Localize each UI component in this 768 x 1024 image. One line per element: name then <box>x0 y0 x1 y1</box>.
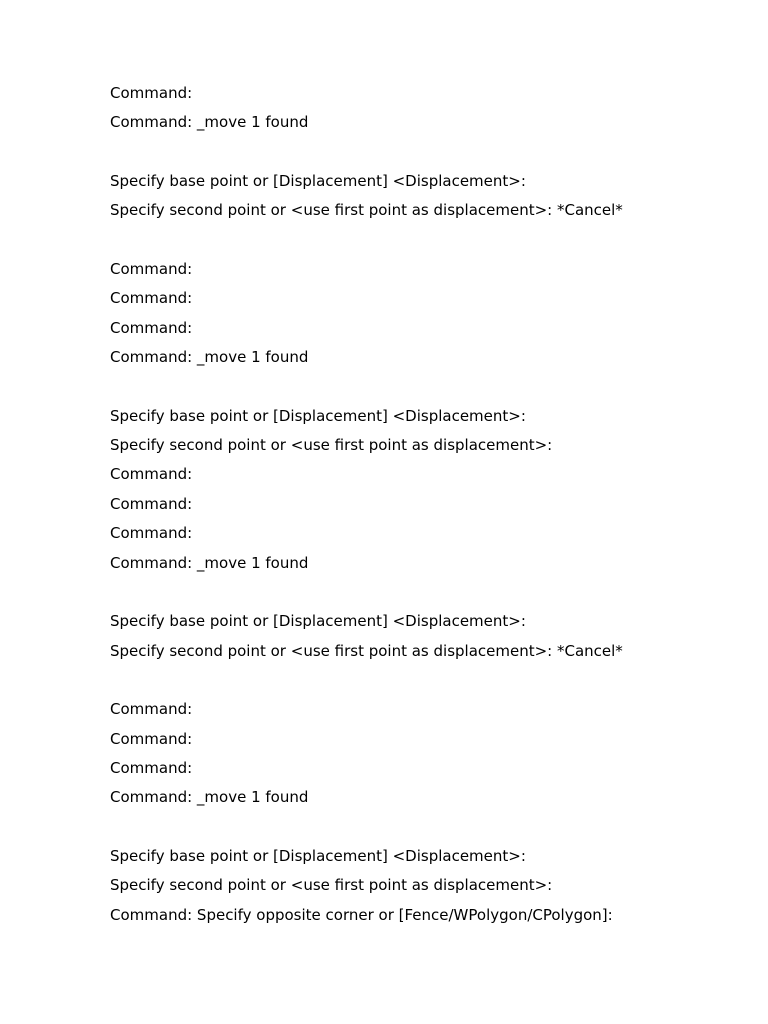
command-log <box>110 84 730 935</box>
log-line: Specify second point or <use first point as displacement>: *Cancel* <box>110 201 623 220</box>
log-line: Command: <box>110 289 193 308</box>
log-line: Command: _move 1 found <box>110 553 309 572</box>
log-line: Specify base point or [Displacement] <Displacement>: <box>110 172 526 191</box>
log-line-blank <box>110 377 730 396</box>
log-line: Specify second point or <use first point as displacement>: <box>110 436 553 455</box>
log-line: Command: <box>110 494 193 513</box>
log-line: Command: _move 1 found <box>110 348 309 367</box>
log-line: Specify base point or [Displacement] <Displacement>: <box>110 846 526 865</box>
log-line: Command: <box>110 700 193 719</box>
log-line: Specify second point or <use first point as displacement>: *Cancel* <box>110 641 623 660</box>
log-line: Command: <box>110 729 193 748</box>
log-line: Command: <box>110 84 193 102</box>
log-line-blank <box>110 818 730 837</box>
log-line-blank <box>110 143 730 162</box>
log-line-blank <box>110 583 730 602</box>
log-line-blank <box>110 231 730 250</box>
log-line: Command: Specify opposite corner or [Fence/WPolygon/CPolygon]: <box>110 905 613 924</box>
log-line: Command: <box>110 318 193 337</box>
log-line-blank <box>110 671 730 690</box>
log-line: Command: <box>110 260 193 279</box>
log-line: Command: _move 1 found <box>110 113 309 132</box>
log-line: Command: <box>110 758 193 777</box>
log-line: Specify second point or <use first point as displacement>: <box>110 876 553 895</box>
log-line: Specify base point or [Displacement] <Displacement>: <box>110 406 526 425</box>
log-line: Command: _move 1 found <box>110 788 309 807</box>
log-line: Specify base point or [Displacement] <Displacement>: <box>110 612 526 631</box>
log-line: Command: <box>110 524 193 543</box>
log-line: Command: <box>110 465 193 484</box>
